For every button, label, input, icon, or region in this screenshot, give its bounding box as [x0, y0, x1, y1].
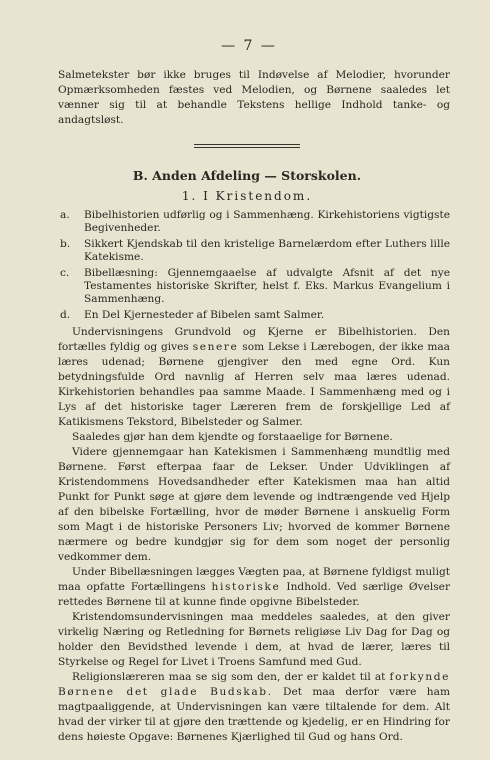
list-item-text: Bibelhistorien udførlig og i Sammenhæng. Kirkehistoriens vigtigste Begivenheder.: [84, 209, 450, 234]
paragraph-text: Undervisningens Grundvold og Kjerne er Bibelhistorien. Den fortælles fyldig og gives: [58, 326, 450, 353]
paragraph-text: Kristendomsundervisningen maa meddeles saaledes, at den giver virkelig Næring og Retledning for Børnets religiøse Liv Dag for Dag og holder den Bevidsthed levende i dem, at hvad de lærer, læres til Styrkelse og Regel for Livet i Troens Samfund med Gud.: [58, 611, 450, 668]
spaced-emphasis: forkynde Børnene det glade Budskab.: [58, 671, 450, 698]
spaced-emphasis: senere: [192, 341, 239, 353]
paragraph-text: Saaledes gjør han dem kjendte og forstaaelige for Børnene.: [72, 431, 393, 443]
list-item-label: c.: [60, 267, 70, 279]
list-item: [58, 309, 450, 322]
list-item-text: Bibellæsning: Gjennemgaaelse af udvalgte Afsnit af det nye Testamentes historiske Skrifter, helst f. Eks. Markus Evangelium i Sammenhæng.: [84, 267, 450, 305]
list-item-text: Sikkert Kjendskab til den kristelige Barnelærdom efter Luthers lille Katekisme.: [84, 238, 450, 263]
list-item: [58, 209, 450, 235]
body-paragraph: [58, 610, 450, 670]
curriculum-list: [58, 209, 450, 322]
body-paragraph: [58, 565, 450, 610]
list-item-label: d.: [60, 309, 71, 321]
list-item-label: a.: [60, 209, 70, 221]
section-subheading: 1. I Kristendom.: [181, 189, 313, 203]
paragraph-text: Videre gjennemgaar han Katekismen i Sammenhæng mundtlig med Børnene. Først efterpaa faar de Lekser. Under Udviklingen af Kristendommens Hovedsandheder efter Katekismen maa han altid Punkt for Punkt søge at gjøre dem levende og indtrængende ved Hjelp af den bibelske Fortælling, hvor de møder Børnene i anskuelig Form som Magt i de historiske Personers Liv; hvorved de kommer Børnene nærmere og bedre kundgjør sig for dem som noget der personlig vedkommer dem.: [58, 446, 450, 563]
paragraph-text: Under Bibellæsningen lægges Vægten paa, at Børnene fyldigst muligt maa opfatte Fortællingens: [58, 566, 450, 593]
section-divider: [44, 144, 450, 148]
paragraph-text: Religionslæreren maa se sig som den, der er kaldet til at: [72, 671, 390, 683]
double-rule: [194, 144, 300, 148]
list-item: [58, 238, 450, 264]
intro-paragraph: Salmetekster bør ikke bruges til Indøvelse af Melodier, hvorunder Opmærksomheden fæstes ved Melodien, og Børnene saaledes let vænner sig til at behandle Tekstens hellige Indhold tanke- og andagtsløst.: [58, 69, 450, 126]
list-item-label: b.: [60, 238, 71, 250]
list-item-text: En Del Kjernesteder af Bibelen samt Salmer.: [84, 309, 325, 321]
spaced-emphasis: historiske: [211, 581, 281, 593]
list-item: [58, 267, 450, 306]
paragraph-text: Indhold. Ved særlige Øvelser rettedes Børnene til at kunne finde opgivne Bibelsteder.: [58, 581, 451, 608]
body-paragraph: [58, 445, 450, 565]
body-paragraph: [58, 670, 450, 745]
paragraph-text: som Lekse i Lærebogen, der ikke maa læres udenad; Børnene gjengiver den med egne Ord. Kun betydningsfulde Ord navnlig af Herren selv maa læres udenad. Kirkehistorien behandles paa samme Maade. I Sammenhæng med og i Lys af det historiske tager Læreren frem de forskjellige Led af Katikismens Tekstord, Bibelsteder og Salmer.: [58, 341, 450, 428]
paragraph-text: Det maa derfor være ham magtpaaliggende, at Undervisningen kan være tiltalende for dem. Alt hvad der virker til at gjøre den trættende og kjedelig, er en Hindring for dens høieste Opgave: Børnenes Kjærlighed til Gud og hans Ord.: [58, 686, 450, 743]
section-heading: B. Anden Afdeling — Storskolen.: [132, 168, 362, 183]
page-number: — 7 —: [221, 38, 277, 54]
body-paragraph: [58, 325, 450, 430]
body-paragraph: [58, 430, 450, 445]
